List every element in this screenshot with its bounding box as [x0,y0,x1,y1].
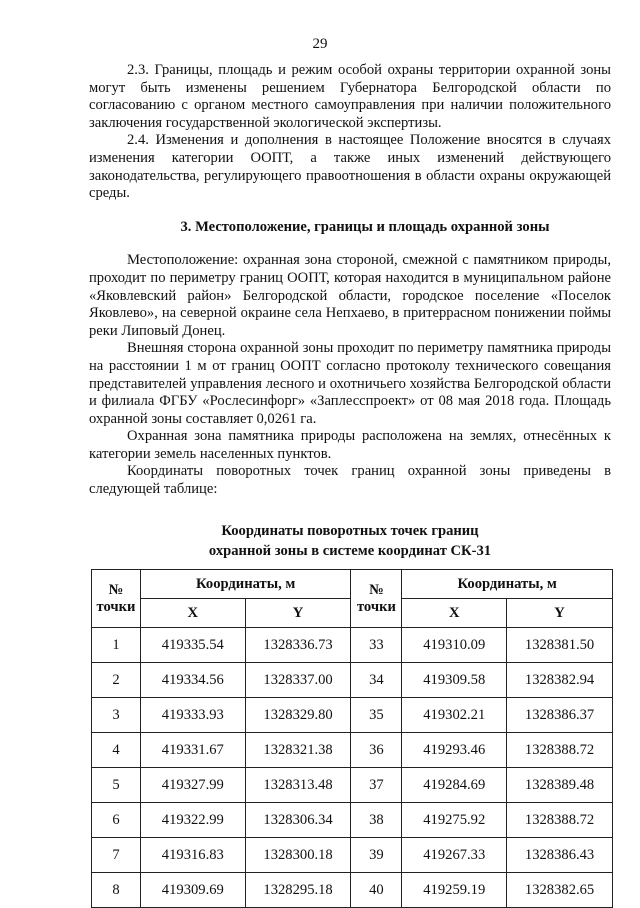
table-cell: 1328313.48 [245,768,351,803]
table-row [92,803,613,838]
table-cell: 3 [92,698,141,733]
page-number: 29 [312,36,328,52]
table-cell: 1328321.38 [245,733,351,768]
table-cell: 419259.19 [402,873,507,908]
table-cell: 1328337.00 [245,663,351,698]
document-body [89,62,611,561]
table-cell: 1328382.65 [507,873,613,908]
table-cell: 419309.69 [140,873,245,908]
table-cell: 1328388.72 [507,803,613,838]
table-cell: 40 [351,873,402,908]
paragraph-land-category: Охранная зона памятника природы расположена на землях, отнесённых к категории земель населенных пунктов. [89,428,611,462]
table-cell: 419302.21 [402,698,507,733]
coordinates-table [91,569,613,908]
table-cell: 419284.69 [402,768,507,803]
table-cell: 1328336.73 [245,628,351,663]
header-y: Y [245,599,351,628]
table-row [92,628,613,663]
table-header-row [92,570,613,599]
table-cell: 419335.54 [140,628,245,663]
table-cell: 419333.93 [140,698,245,733]
table-row [92,838,613,873]
header-x: X [402,599,507,628]
paragraph-2-4: 2.4. Изменения и дополнения в настоящее Положение вносятся в случаях изменения категории ООПТ, а также иных изменений действующего законодательства, регулирующего правоотношения в области охраны окружающей среды. [89,132,611,202]
table-cell: 35 [351,698,402,733]
table-row [92,768,613,803]
header-point-number: № точки [92,570,141,628]
table-cell: 1328389.48 [507,768,613,803]
table-cell: 37 [351,768,402,803]
table-row [92,733,613,768]
table-cell: 1328306.34 [245,803,351,838]
table-cell: 419322.99 [140,803,245,838]
table-cell: 6 [92,803,141,838]
section-heading: 3. Местоположение, границы и площадь охранной зоны [180,218,550,235]
header-coordinates: Координаты, м [402,570,613,599]
table-cell: 8 [92,873,141,908]
table-cell: 38 [351,803,402,838]
table-row [92,873,613,908]
table-cell: 39 [351,838,402,873]
table-cell: 1328386.37 [507,698,613,733]
table-cell: 419334.56 [140,663,245,698]
table-cell: 34 [351,663,402,698]
table-cell: 1328381.50 [507,628,613,663]
header-y: Y [507,599,613,628]
paragraph-table-intro: Координаты поворотных точек границ охранной зоны приведены в следующей таблице: [89,463,611,498]
header-coordinates: Координаты, м [140,570,351,599]
table-cell: 1328386.43 [507,838,613,873]
paragraph-outer-side: Внешняя сторона охранной зоны проходит по периметру памятника природы на расстоянии 1 м от границ ООПТ согласно протоколу технического совещания представителей управления лесного и охотничьего хозяйства Белгородской области и филиала ФГБУ «Рослесинфорг» «Заплесспроект» от 08 мая 2018 года. Площадь охранной зоны составляет 0,0261 га. [89,340,611,427]
table-cell: 1 [92,628,141,663]
table-cell: 419293.46 [402,733,507,768]
table-cell: 419309.58 [402,663,507,698]
table-caption-line1: Координаты поворотных точек границ [221,522,479,539]
paragraph-location: Местоположение: охранная зона стороной, смежной с памятником природы, проходит по периметру границ ООПТ, которая находится в муниципальном районе «Яковлевский район» Белгородской области, городское поселение «Поселок Яковлево», на северной окраине села Непхаево, в притеррасном понижении поймы реки Липовый Донец. [89,252,611,339]
table-cell: 1328295.18 [245,873,351,908]
table-cell: 419331.67 [140,733,245,768]
table-cell: 1328300.18 [245,838,351,873]
table-cell: 36 [351,733,402,768]
paragraph-2-3: 2.3. Границы, площадь и режим особой охраны территории охранной зоны могут быть изменены решением Губернатора Белгородской области по согласованию с органом местного самоуправления при наличии положительного заключения государственной экологической экспертизы. [89,62,611,131]
table-row [92,663,613,698]
table-cell: 2 [92,663,141,698]
table-cell: 419327.99 [140,768,245,803]
table-cell: 1328388.72 [507,733,613,768]
header-point-number: № точки [351,570,402,628]
table-row [92,698,613,733]
table-cell: 1328329.80 [245,698,351,733]
table-cell: 419275.92 [402,803,507,838]
table-cell: 7 [92,838,141,873]
table-caption-line2: охранной зоны в системе координат СК-31 [208,542,492,559]
table-cell: 4 [92,733,141,768]
table-cell: 419267.33 [402,838,507,873]
table-cell: 419310.09 [402,628,507,663]
header-x: X [140,599,245,628]
table-cell: 419316.83 [140,838,245,873]
table-cell: 5 [92,768,141,803]
table-cell: 1328382.94 [507,663,613,698]
table-cell: 33 [351,628,402,663]
